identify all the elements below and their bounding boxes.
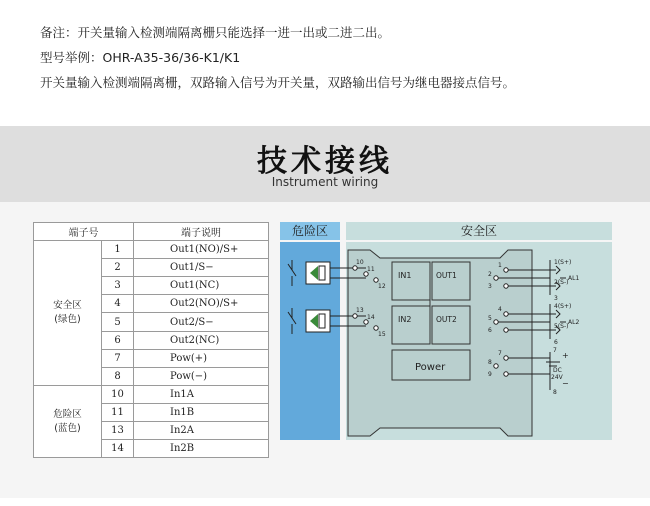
terminal-5-sminus: 5(S-) [554, 323, 569, 330]
terminal-table [33, 222, 269, 458]
pin-7-label: 7 [498, 350, 502, 357]
terminal-number: 4 [102, 295, 134, 313]
pin-3-label: 3 [488, 283, 492, 290]
terminal-7: 7 [553, 347, 557, 354]
proximity-sensor-2-icon [306, 310, 330, 332]
dc-voltage-label: 24V [551, 374, 563, 381]
input-switch-1 [288, 260, 296, 286]
terminal-number: 13 [102, 422, 134, 440]
plus-sign: + [562, 351, 569, 360]
al2-label: AL2 [568, 319, 580, 326]
section-subtitle: Instrument wiring [271, 175, 379, 189]
terminal-description: Pow(−) [134, 367, 269, 385]
pin-14-label: 14 [367, 314, 375, 321]
terminal-4-splus: 4(S+) [554, 303, 572, 310]
pin-13-label: 13 [356, 307, 364, 314]
terminal-description: Pow(+) [134, 349, 269, 367]
pin-4-label: 4 [498, 306, 502, 313]
table-row [34, 241, 269, 259]
terminal-description: Out2(NO)/S+ [134, 295, 269, 313]
terminal-description: Out1/S− [134, 259, 269, 277]
pin-11-label: 11 [367, 266, 375, 273]
input-switch-2 [288, 308, 296, 334]
terminal-8: 8 [553, 389, 557, 396]
safe-zone-color: (绿色) [54, 313, 81, 325]
danger-zone-cell [34, 385, 102, 457]
terminal-description: In2B [134, 440, 269, 458]
terminal-number: 2 [102, 259, 134, 277]
table-row [34, 385, 269, 403]
pin-15-label: 15 [378, 331, 386, 338]
header-terminal: 端子号 [34, 223, 134, 241]
safe-zone-cell [34, 241, 102, 386]
terminal-description: Out1(NC) [134, 277, 269, 295]
terminal-description: In1B [134, 403, 269, 421]
pin-9-label: 9 [488, 371, 492, 378]
terminal-number: 11 [102, 403, 134, 421]
out2-label: OUT2 [436, 315, 457, 324]
safe-zone-label: 安全区 [53, 299, 82, 311]
terminal-number: 6 [102, 331, 134, 349]
terminal-description: Out1(NO)/S+ [134, 241, 269, 259]
pin-12-label: 12 [378, 283, 386, 290]
section-title: 技术接线 [257, 144, 393, 179]
terminal-number: 7 [102, 349, 134, 367]
terminal-3: 3 [554, 295, 558, 302]
notes-block [40, 20, 640, 95]
in1-label: IN1 [398, 271, 412, 280]
terminal-description: Out2(NC) [134, 331, 269, 349]
pin-6-label: 6 [488, 327, 492, 334]
note-line-remark: 备注：开关量输入检测端隔离栅只能选择一进一出或二进二出。 [40, 25, 391, 40]
danger-zone-label: 危险区 [53, 408, 82, 420]
proximity-sensor-1-icon [306, 262, 330, 284]
terminal-number: 1 [102, 241, 134, 259]
pin-8-label: 8 [488, 359, 492, 366]
header-description: 端子说明 [134, 223, 269, 241]
al1-label: AL1 [568, 275, 580, 282]
wiring-diagram [270, 240, 615, 445]
pin-2-label: 2 [488, 271, 492, 278]
note-line-model-example: 型号举例：OHR-A35-36/36-K1/K1 [40, 50, 241, 65]
pin-10-label: 10 [356, 259, 364, 266]
danger-zone-header: 危险区 [280, 222, 340, 240]
pin-5-label: 5 [488, 315, 492, 322]
terminal-number: 8 [102, 367, 134, 385]
out1-label: OUT1 [436, 271, 457, 280]
danger-zone-color: (蓝色) [54, 422, 81, 434]
terminal-1-splus: 1(S+) [554, 259, 572, 266]
terminal-6: 6 [554, 339, 558, 346]
terminal-description: In1A [134, 385, 269, 403]
safe-zone-header: 安全区 [346, 222, 612, 240]
terminal-number: 14 [102, 440, 134, 458]
pin-1-label: 1 [498, 262, 502, 269]
power-label: Power [415, 362, 446, 373]
terminal-number: 3 [102, 277, 134, 295]
terminal-number: 10 [102, 385, 134, 403]
terminal-description: Out2/S− [134, 313, 269, 331]
in2-label: IN2 [398, 315, 412, 324]
note-line-description: 开关量输入检测端隔离栅，双路输入信号为开关量，双路输出信号为继电器接点信号。 [40, 75, 516, 90]
terminal-description: In2A [134, 422, 269, 440]
terminal-2-sminus: 2(S-) [554, 279, 569, 286]
dc-label: DC [553, 367, 562, 374]
terminal-number: 5 [102, 313, 134, 331]
table-header-row [34, 223, 269, 241]
minus-sign: − [562, 379, 569, 388]
